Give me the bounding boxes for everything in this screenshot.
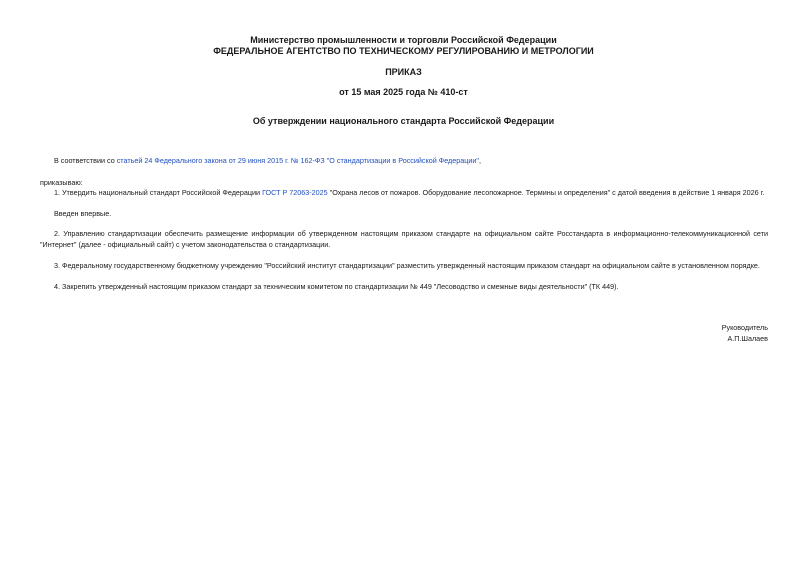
ministry-name: Министерство промышленности и торговли Российской Федерации — [250, 35, 557, 45]
signatory-position: Руководитель — [721, 323, 768, 332]
gost-standard-link[interactable]: ГОСТ Р 72063-2025 — [262, 188, 328, 197]
agency-name: ФЕДЕРАЛЬНОЕ АГЕНТСТВО ПО ТЕХНИЧЕСКОМУ РЕГУЛИРОВАНИЮ И МЕТРОЛОГИИ — [213, 46, 594, 56]
introduced-first-note: Введен впервые. — [54, 209, 112, 218]
preamble-prefix: В соответствии со — [54, 156, 117, 165]
item-4-paragraph: 4. Закрепить утвержденный настоящим приказом стандарт за техническим комитетом по стандартизации № 449 "Лесоводство и смежные виды деятельности" (ТК 449). — [54, 282, 619, 291]
item-1-prefix: 1. Утвердить национальный стандарт Российской Федерации — [54, 188, 263, 197]
order-word: приказываю: — [40, 178, 83, 187]
signatory-name: А.П.Шалаев — [727, 334, 768, 343]
federal-law-link[interactable]: статьей 24 Федерального закона от 29 июня 2015 г. № 162-ФЗ "О стандартизации в Российской Федерации" — [116, 156, 479, 165]
document-title: Об утверждении национального стандарта Российской Федерации — [252, 116, 555, 126]
preamble-paragraph — [40, 155, 768, 166]
preamble-suffix: , — [478, 156, 481, 165]
document-date-number: от 15 мая 2025 года № 410-ст — [339, 87, 468, 97]
item-1-suffix: "Охрана лесов от пожаров. Оборудование лесопожарное. Термины и определения" с датой введения в действие 1 января 2026 г. — [327, 188, 765, 197]
document-type: ПРИКАЗ — [385, 67, 422, 77]
item-3-paragraph: 3. Федеральному государственному бюджетному учреждению "Российский институт стандартизации" разместить утвержденный настоящим приказом стандарт на официальном сайте в установленном порядке. — [54, 261, 760, 270]
item-2-paragraph: 2. Управлению стандартизации обеспечить размещение информации об утвержденном настоящим приказом стандарте на официальном сайте Росстандарта в информационно-телекоммуникационной сети "Интернет" (далее - официальный сайт) с учетом законодательства о стандартизации. — [40, 229, 768, 249]
item-1-paragraph — [40, 187, 768, 198]
